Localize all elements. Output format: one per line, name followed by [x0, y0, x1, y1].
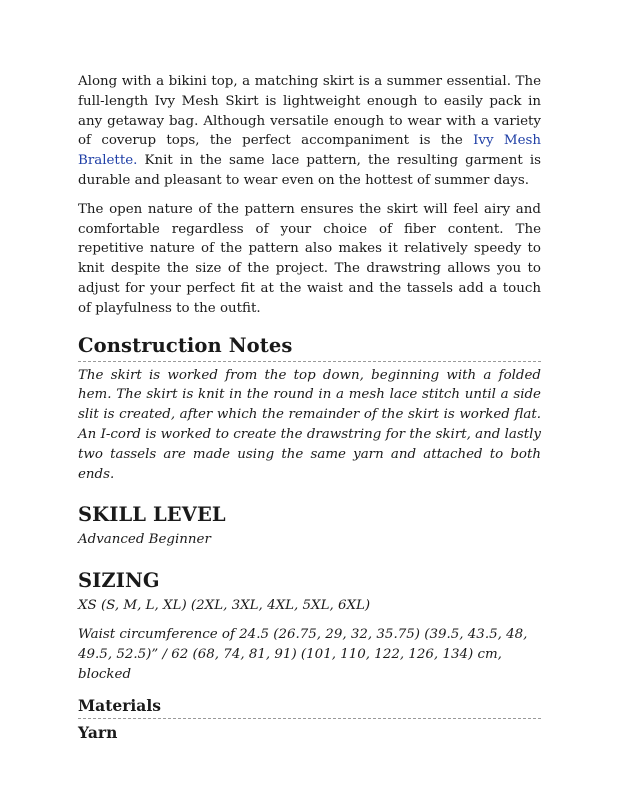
- intro-paragraph-2: The open nature of the pattern ensures the skirt will feel airy and comfortable regardless of your choice of fiber content. The repetitive nature of the pattern also makes it relatively speedy to knit despite the size of the project. The drawstring allows you to adjust for your perfect fit at the waist and the tassels add a touch of playfulness to the outfit.: [78, 201, 541, 316]
- materials-heading: Materials: [78, 696, 161, 716]
- construction-notes-text: The skirt is worked from the top down, beginning with a folded hem. The skirt is knit in the round in a mesh lace stitch until a side slit is created, after which the remainder of the skirt is worked flat. An I-cord is worked to create the drawstring for the skirt, and lastly two tassels are made using the same yarn and attached to both ends.: [78, 367, 541, 482]
- sizing-sizes-text: XS (S, M, L, XL) (2XL, 3XL, 4XL, 5XL, 6XL): [78, 598, 371, 614]
- skill-level-heading: SKILL LEVEL: [78, 503, 226, 527]
- sizing-waist-text: Waist circumference of 24.5 (26.75, 29, 32, 35.75) (39.5, 43.5, 48, 49.5, 52.5)” / 62 (68, 74, 81, 91) (101, 110, 122, 126, 134) cm, blocked: [78, 626, 528, 682]
- skill-level-text: Advanced Beginner: [78, 532, 211, 548]
- yarn-heading: Yarn: [78, 723, 118, 743]
- page-content: [78, 72, 541, 743]
- materials-divider: [78, 718, 541, 719]
- sizing-heading: SIZING: [78, 569, 160, 593]
- intro-paragraph-1: [78, 72, 541, 191]
- construction-notes-heading: Construction Notes: [78, 333, 293, 357]
- intro-text-end: Knit in the same lace pattern, the resulting garment is durable and pleasant to wear even on the hottest of summer days.: [78, 153, 541, 188]
- intro-text-start: Along with a bikini top, a matching skirt is a summer essential. The full-length Ivy Mesh Skirt is lightweight enough to easily pack in any getaway bag. Although versatile enough to wear with a variety of coverup tops, the perfect accompaniment is the: [78, 74, 541, 149]
- section-divider: [78, 361, 541, 362]
- ivy-mesh-bralette-link[interactable]: Ivy Mesh Bralette.: [78, 133, 541, 169]
